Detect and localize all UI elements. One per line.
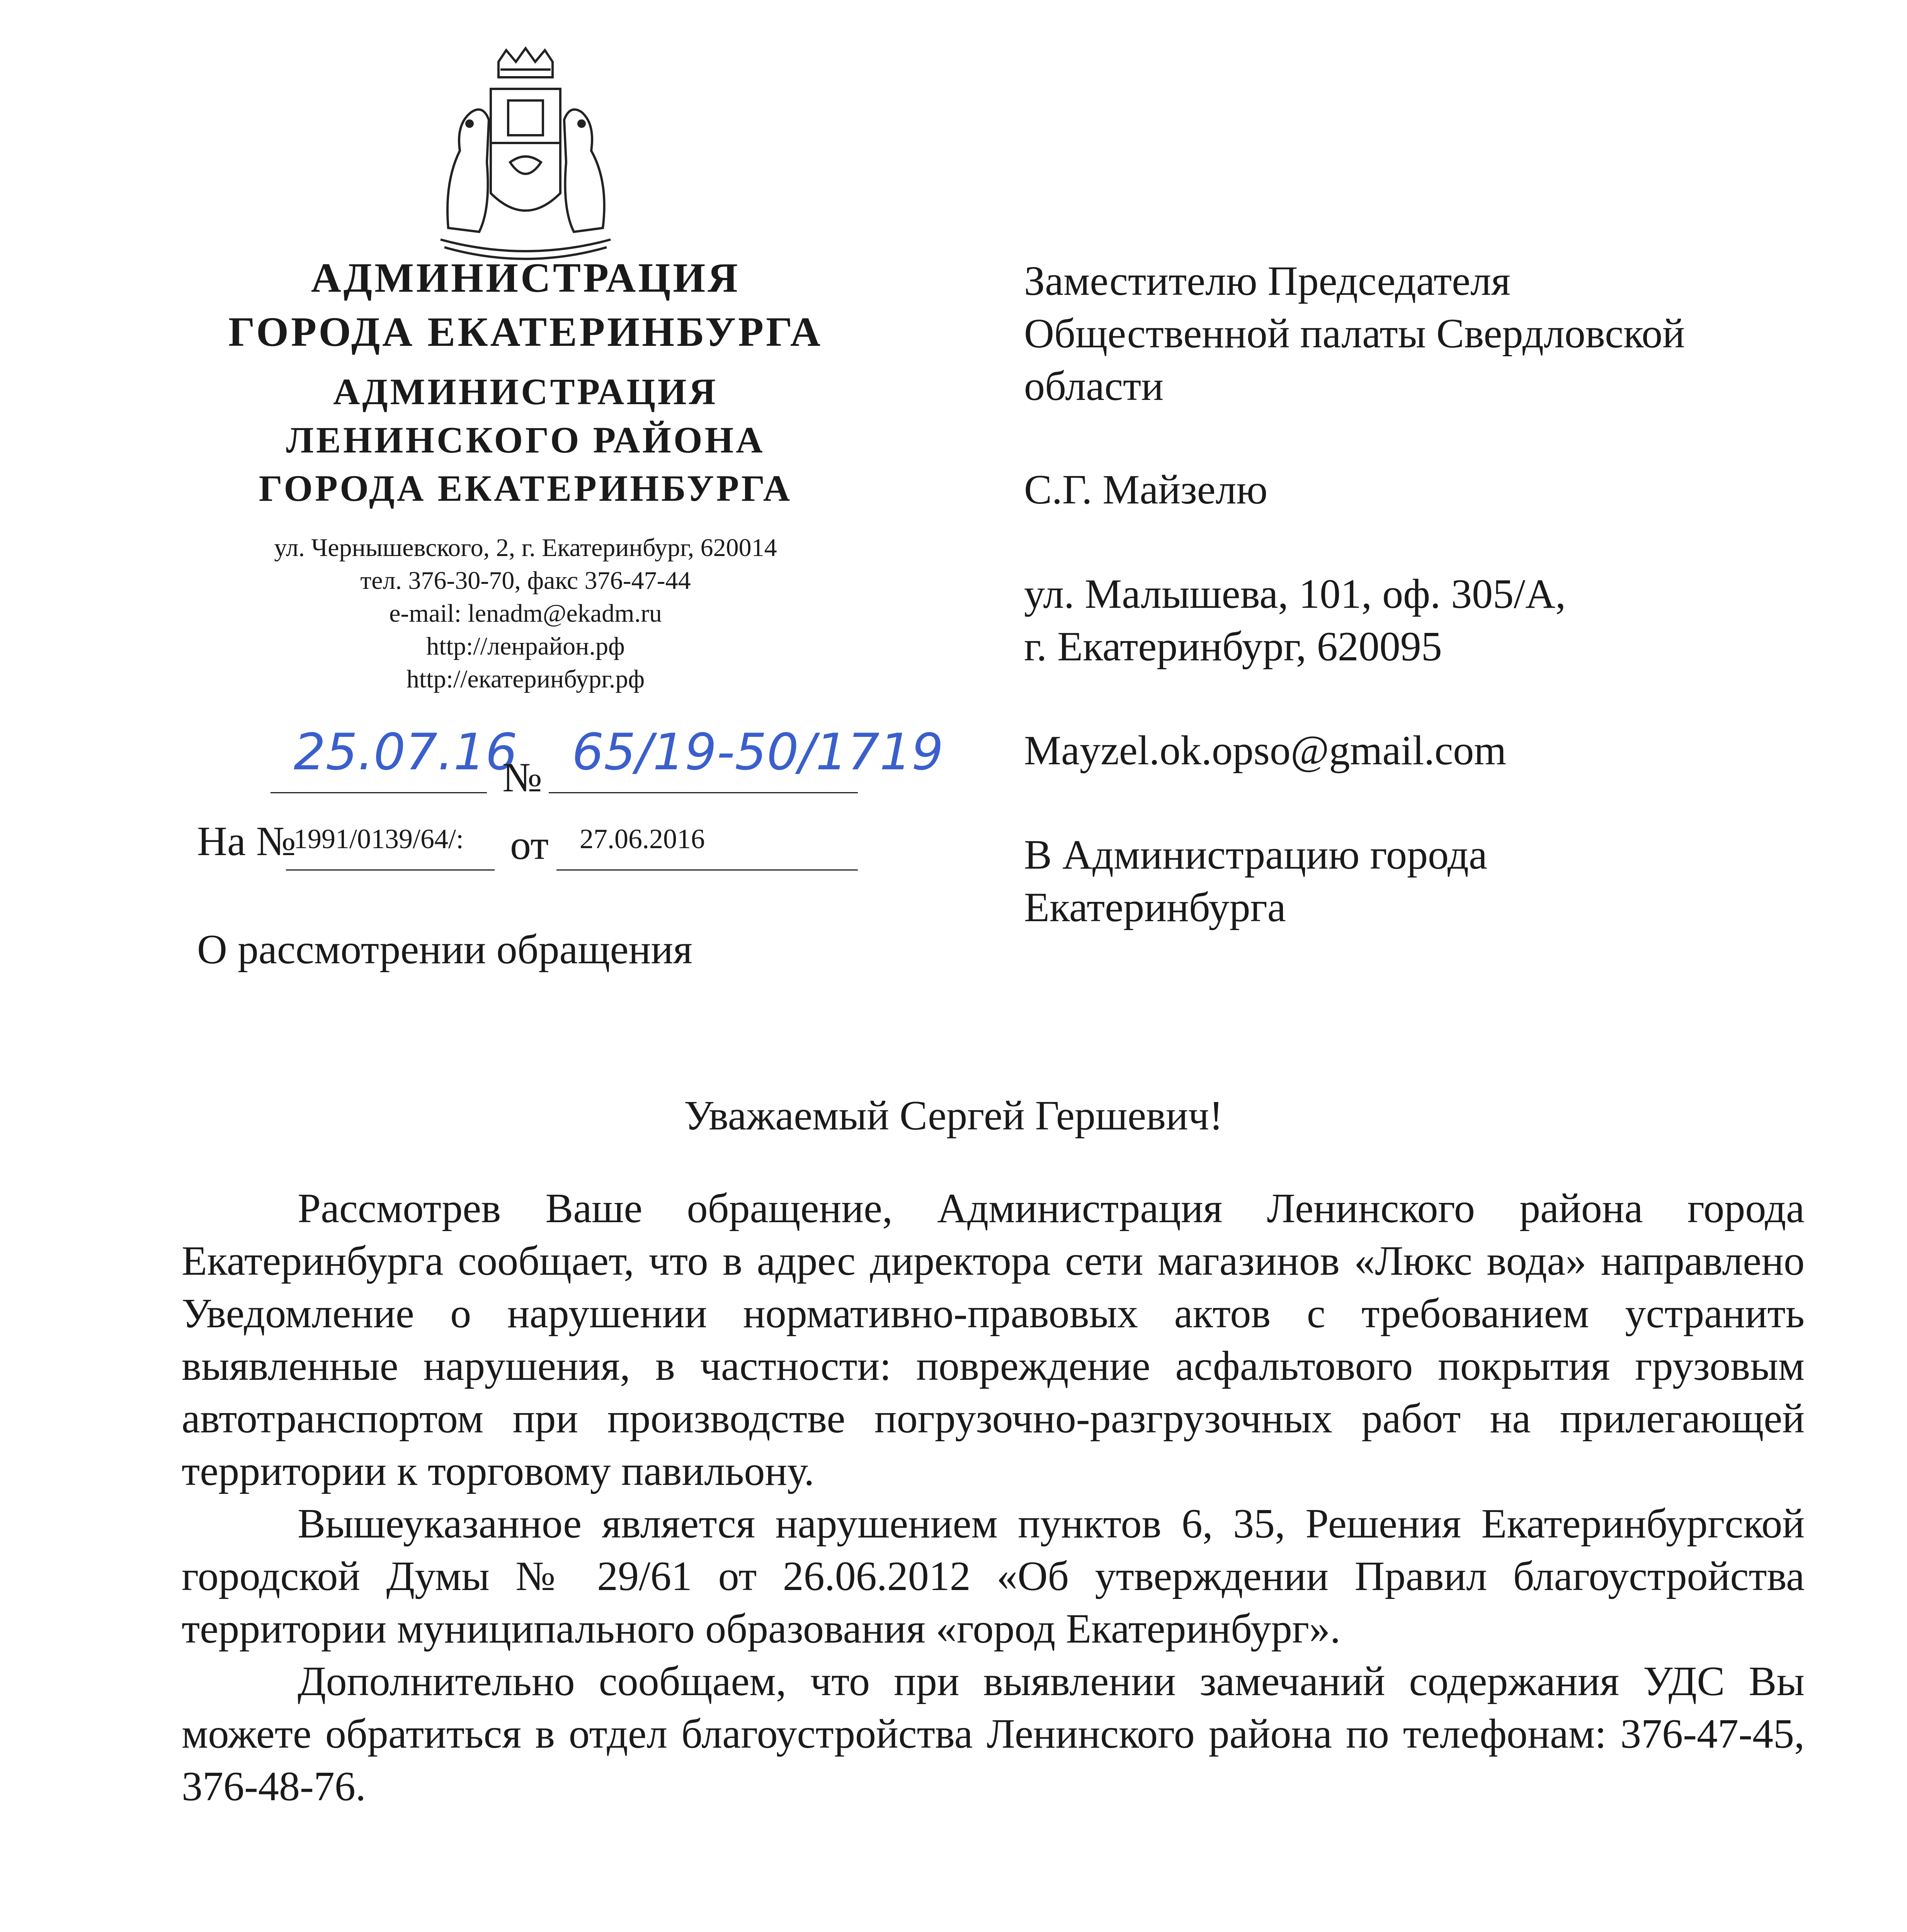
reference-label: На № bbox=[197, 818, 296, 864]
recipient-address-line1: ул. Малышева, 101, оф. 305/А, bbox=[1024, 571, 1566, 617]
salutation: Уважаемый Сергей Гершевич! bbox=[684, 1093, 1223, 1139]
copy-to-line1: В Администрацию города bbox=[1024, 832, 1487, 878]
district-name-line2: ЛЕНИНСКОГО РАЙОНА bbox=[286, 419, 765, 461]
reference-date-underline bbox=[556, 869, 858, 871]
number-label: № bbox=[502, 755, 543, 801]
recipient-email: Mayzel.ok.opso@gmail.com bbox=[1024, 728, 1507, 774]
letter-body bbox=[182, 1182, 1805, 1813]
org-phone: тел. 376-30-70, факс 376-47-44 bbox=[360, 566, 691, 595]
coat-of-arms-icon bbox=[433, 46, 618, 263]
reference-date: 27.06.2016 bbox=[580, 823, 705, 854]
org-name-line1: АДМИНИСТРАЦИЯ bbox=[311, 255, 740, 301]
date-underline bbox=[270, 792, 487, 793]
reference-number: 1991/0139/64/: bbox=[294, 823, 464, 854]
org-name-line2: ГОРОДА ЕКАТЕРИНБУРГА bbox=[228, 309, 823, 355]
body-paragraph-3: Дополнительно сообщаем, что при выявлении замечаний содержания УДС Вы можете обратиться в отдел благоустройства Ленинского района по телефонам: 376-47-45, 376-48-76. bbox=[182, 1658, 1805, 1810]
outgoing-date: 25.07.16 bbox=[294, 723, 517, 781]
recipient-name: С.Г. Майзелю bbox=[1024, 467, 1268, 513]
org-address: ул. Чернышевского, 2, г. Екатеринбург, 620014 bbox=[274, 534, 777, 562]
recipient-title-line2: Общественной палаты Свердловской bbox=[1024, 311, 1685, 357]
number-underline bbox=[549, 792, 858, 793]
body-paragraph-2: Вышеуказанное является нарушением пунктов 6, 35, Решения Екатеринбургской городской Думы № 29/61 от 26.06.2012 «Об утверждении Правил благоустройства территории муниципального образования «город Екатеринбург». bbox=[182, 1501, 1805, 1652]
district-name-line1: АДМИНИСТРАЦИЯ bbox=[333, 371, 718, 412]
reference-from-label: от bbox=[510, 822, 549, 868]
reference-number-underline bbox=[286, 869, 495, 871]
copy-to-line2: Екатеринбурга bbox=[1024, 884, 1286, 930]
outgoing-number: 65/19-50/1719 bbox=[572, 723, 944, 781]
org-site-2: http://екатеринбург.рф bbox=[406, 665, 645, 693]
recipient-title-line3: области bbox=[1024, 363, 1164, 409]
recipient-title-line1: Заместителю Председателя bbox=[1024, 258, 1511, 304]
letter-subject: О рассмотрении обращения bbox=[197, 927, 692, 973]
district-name-line3: ГОРОДА ЕКАТЕРИНБУРГА bbox=[259, 468, 793, 509]
body-paragraph-1: Рассмотрев Ваше обращение, Администрация Ленинского района города Екатеринбурга сообщает, что в адрес директора сети магазинов «Люкс вода» направлено Уведомление о нарушении нормативно-правовых актов с требованием устранить выявленные нарушения, в частности: повреждение асфальтового покрытия грузовым автотранспортом при производстве погрузочно-разгрузочных работ на прилегающей территории к торговому павильону. bbox=[182, 1185, 1805, 1494]
org-site-1: http://ленрайон.рф bbox=[426, 632, 625, 660]
recipient-address-line2: г. Екатеринбург, 620095 bbox=[1024, 624, 1442, 670]
org-email: e-mail: lenadm@ekadm.ru bbox=[389, 599, 662, 628]
